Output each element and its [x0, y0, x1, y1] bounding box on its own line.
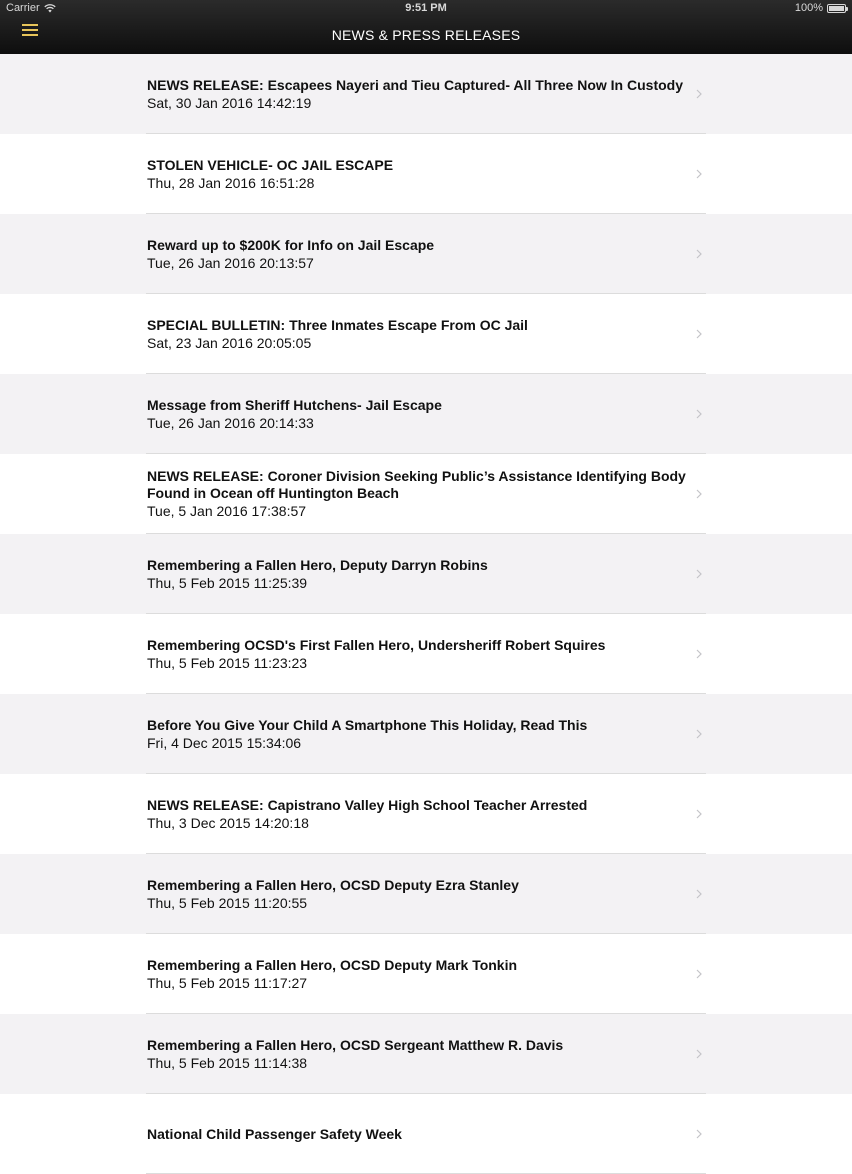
chevron-right-icon [696, 1129, 702, 1139]
list-item[interactable] [0, 854, 852, 934]
list-item-content [147, 134, 692, 214]
chevron-right-icon [696, 329, 702, 339]
list-item[interactable] [0, 774, 852, 854]
list-item-content [147, 374, 692, 454]
news-date: Tue, 5 Jan 2016 17:38:57 [147, 503, 307, 519]
list-item[interactable] [0, 54, 852, 134]
list-item-content [147, 214, 692, 294]
news-title: Remembering a Fallen Hero, OCSD Deputy Mark Tonkin [147, 956, 518, 973]
status-bar [0, 0, 852, 18]
list-item-content [147, 1094, 692, 1174]
news-title: SPECIAL BULLETIN: Three Inmates Escape From OC Jail [147, 316, 528, 333]
news-date: Thu, 28 Jan 2016 16:51:28 [147, 174, 315, 191]
status-time: 9:51 PM [405, 2, 447, 14]
list-item[interactable] [0, 694, 852, 774]
news-date: Tue, 26 Jan 2016 20:14:33 [147, 414, 314, 431]
chevron-right-icon [696, 729, 702, 739]
news-title: National Child Passenger Safety Week [147, 1125, 402, 1142]
navigation-bar [0, 0, 852, 54]
list-item-content [147, 454, 692, 534]
chevron-right-icon [696, 889, 702, 899]
news-date: Fri, 4 Dec 2015 15:34:06 [147, 734, 302, 751]
news-title: Remembering a Fallen Hero, Deputy Darryn Robins [147, 556, 488, 573]
list-item[interactable] [0, 1014, 852, 1094]
news-title: NEWS RELEASE: Capistrano Valley High School Teacher Arrested [147, 796, 588, 813]
news-title: NEWS RELEASE: Coroner Division Seeking Public’s Assistance Identifying Body Found in Ocean off Huntington Beach [147, 468, 686, 501]
chevron-right-icon [696, 1049, 702, 1059]
news-date: Thu, 5 Feb 2015 11:14:38 [147, 1054, 308, 1071]
news-date: Thu, 5 Feb 2015 11:25:39 [147, 574, 308, 591]
list-item[interactable] [0, 1094, 852, 1174]
list-item[interactable] [0, 534, 852, 614]
list-item-content [147, 294, 692, 374]
chevron-right-icon [696, 649, 702, 659]
list-item[interactable] [0, 134, 852, 214]
news-title: Remembering a Fallen Hero, OCSD Sergeant Matthew R. Davis [147, 1036, 564, 1053]
chevron-right-icon [696, 809, 702, 819]
list-item[interactable] [0, 934, 852, 1014]
carrier-label: Carrier [6, 2, 40, 14]
news-title: Reward up to $200K for Info on Jail Escape [147, 236, 435, 253]
list-item-content [147, 854, 692, 934]
news-date: Thu, 5 Feb 2015 11:23:23 [147, 654, 308, 671]
page-title: NEWS & PRESS RELEASES [331, 27, 521, 43]
news-date: Thu, 5 Feb 2015 11:17:27 [147, 974, 308, 991]
list-item-content [147, 934, 692, 1014]
news-date: Thu, 5 Feb 2015 11:20:55 [147, 894, 308, 911]
news-title: Remembering a Fallen Hero, OCSD Deputy Ezra Stanley [147, 876, 519, 893]
list-item-content [147, 774, 692, 854]
news-title: STOLEN VEHICLE- OC JAIL ESCAPE [147, 156, 394, 173]
battery-percentage: 100% [794, 2, 823, 14]
chevron-right-icon [696, 489, 702, 499]
battery-indicator [795, 2, 846, 14]
chevron-right-icon [696, 249, 702, 259]
news-date: Sat, 23 Jan 2016 20:05:05 [147, 334, 312, 351]
news-list [0, 54, 852, 1174]
chevron-right-icon [696, 409, 702, 419]
list-item-content [147, 1014, 692, 1094]
list-item-content [147, 694, 692, 774]
list-item[interactable] [0, 374, 852, 454]
chevron-right-icon [696, 569, 702, 579]
news-date: Thu, 3 Dec 2015 14:20:18 [147, 814, 309, 831]
list-item[interactable] [0, 294, 852, 374]
news-title: Message from Sheriff Hutchens- Jail Escape [147, 396, 442, 413]
battery-icon [827, 4, 846, 13]
news-date: Tue, 26 Jan 2016 20:13:57 [147, 254, 314, 271]
list-item-content [147, 534, 692, 614]
list-item-content [147, 54, 692, 134]
list-item[interactable] [0, 214, 852, 294]
news-title: Remembering OCSD's First Fallen Hero, Undersheriff Robert Squires [147, 636, 606, 653]
list-item[interactable] [0, 614, 852, 694]
news-title: NEWS RELEASE: Escapees Nayeri and Tieu Captured- All Three Now In Custody [147, 76, 683, 93]
chevron-right-icon [696, 169, 702, 179]
news-date: Sat, 30 Jan 2016 14:42:19 [147, 94, 312, 111]
chevron-right-icon [696, 89, 702, 99]
list-item[interactable] [0, 454, 852, 534]
news-title: Before You Give Your Child A Smartphone This Holiday, Read This [147, 716, 588, 733]
chevron-right-icon [696, 969, 702, 979]
list-item-content [147, 614, 692, 694]
